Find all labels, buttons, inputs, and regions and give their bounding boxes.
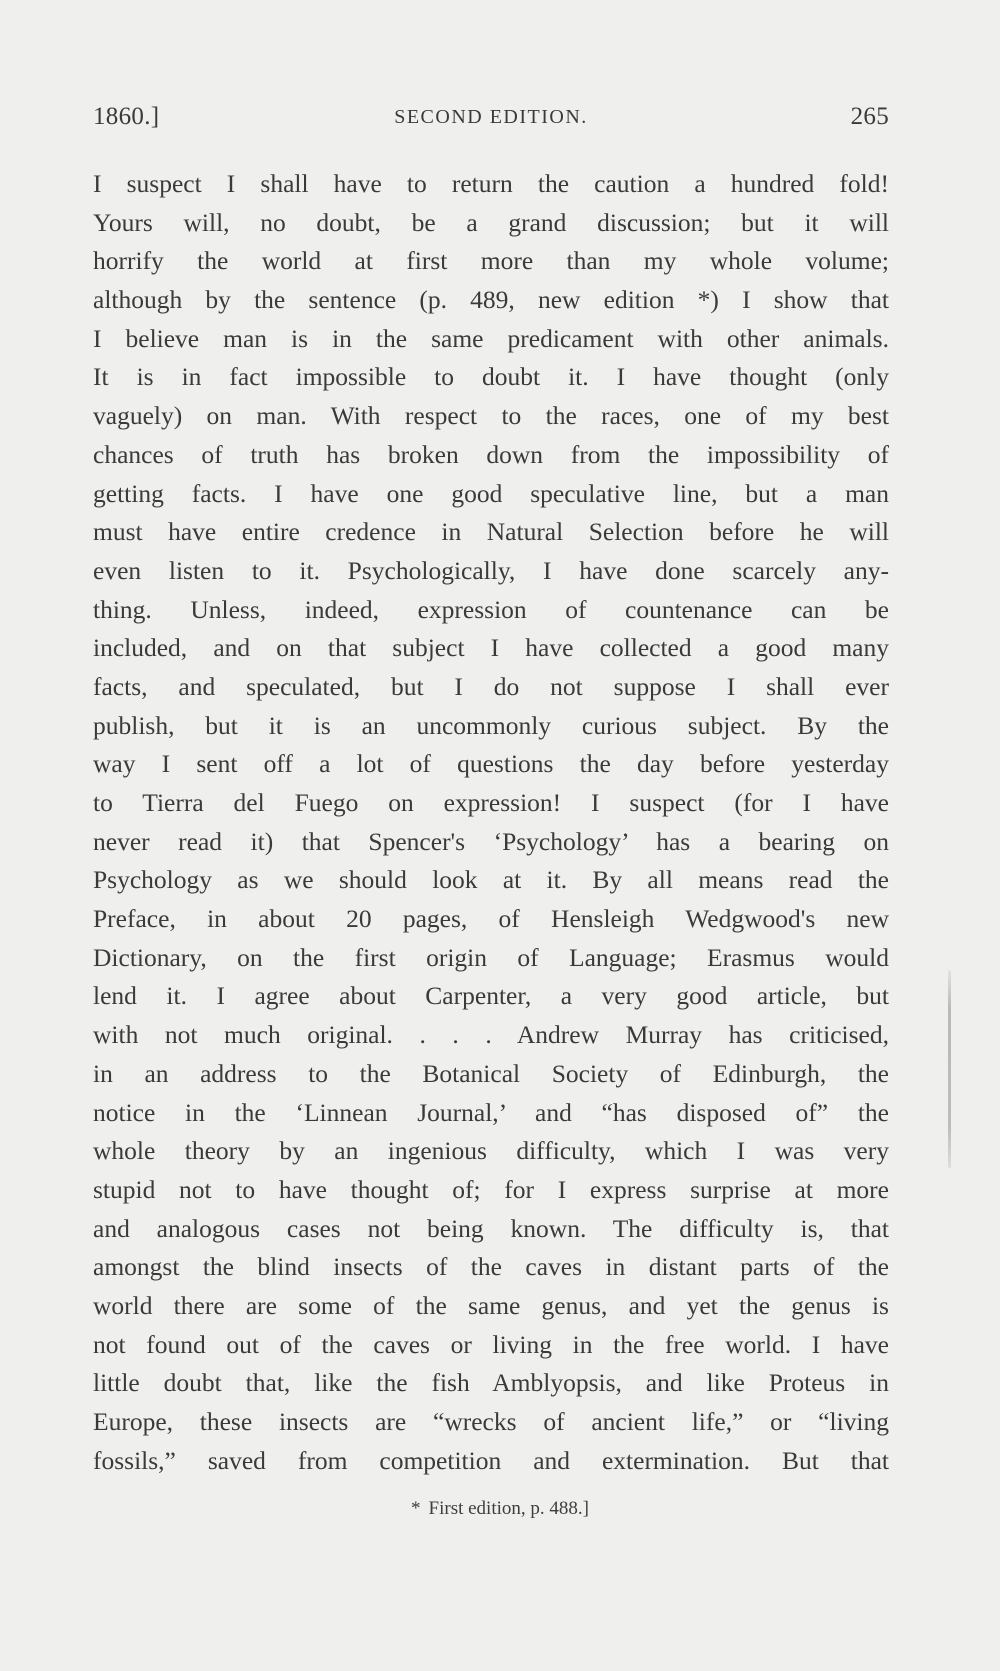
text-line: fossils,” saved from competition and extermination. But that bbox=[93, 1445, 889, 1475]
text-line: lend it. I agree about Carpenter, a very good article, but bbox=[93, 981, 889, 1011]
text-line: chances of truth has broken down from the impossibility of bbox=[93, 439, 889, 469]
text-line: Psychology as we should look at it. By all means read the bbox=[93, 865, 889, 895]
text-line: even listen to it. Psychologically, I have done scarcely any- bbox=[93, 555, 889, 585]
page-number: 265 bbox=[850, 103, 889, 130]
text-line: I suspect I shall have to return the caution a hundred fold! bbox=[93, 169, 889, 198]
text-line: not found out of the caves or living in the free world. I have bbox=[93, 1329, 889, 1359]
text-line: with not much original. . . . Andrew Murray has criticised, bbox=[93, 1020, 889, 1050]
text-line: world there are some of the same genus, and yet the genus is bbox=[93, 1290, 889, 1320]
text-line: Yours will, no doubt, be a grand discussion; but it will bbox=[93, 207, 889, 237]
header-title: SECOND EDITION. bbox=[394, 106, 588, 128]
text-line: I believe man is in the same predicament with other animals. bbox=[93, 323, 889, 353]
text-line: thing. Unless, indeed, expression of countenance can be bbox=[93, 594, 889, 624]
footnote-marker: * bbox=[411, 1498, 421, 1519]
text-line: notice in the ‘Linnean Journal,’ and “has disposed of” the bbox=[93, 1097, 889, 1127]
header-year: 1860.] bbox=[93, 103, 160, 130]
text-line: way I sent off a lot of questions the day before yesterday bbox=[93, 749, 889, 779]
text-line: and analogous cases not being known. The difficulty is, that bbox=[93, 1213, 889, 1243]
footnote bbox=[0, 1498, 1000, 1520]
text-line: little doubt that, like the fish Amblyopsis, and like Proteus in bbox=[93, 1368, 889, 1398]
text-line: whole theory by an ingenious difficulty, which I was very bbox=[93, 1136, 889, 1166]
text-line: to Tierra del Fuego on expression! I suspect (for I have bbox=[93, 788, 889, 817]
text-line: in an address to the Botanical Society of Edinburgh, the bbox=[93, 1058, 889, 1088]
text-line: never read it) that Spencer's ‘Psychology’ has a bearing on bbox=[93, 826, 889, 856]
text-line: It is in fact impossible to doubt it. I have thought (only bbox=[93, 362, 889, 392]
text-line: Europe, these insects are “wrecks of ancient life,” or “living bbox=[93, 1407, 889, 1436]
text-line: must have entire credence in Natural Selection before he will bbox=[93, 517, 889, 547]
body-text bbox=[93, 165, 889, 1480]
text-line: vaguely) on man. With respect to the races, one of my best bbox=[93, 401, 889, 431]
text-line: Dictionary, on the first origin of Language; Erasmus would bbox=[93, 942, 889, 972]
text-line: facts, and speculated, but I do not suppose I shall ever bbox=[93, 671, 889, 701]
text-line: getting facts. I have one good speculative line, but a man bbox=[93, 478, 889, 508]
text-line: although by the sentence (p. 489, new edition *) I show that bbox=[93, 285, 889, 315]
text-line: publish, but it is an uncommonly curious subject. By the bbox=[93, 710, 889, 740]
running-head bbox=[93, 103, 889, 139]
text-line: amongst the blind insects of the caves in distant parts of the bbox=[93, 1252, 889, 1282]
footnote-text: First edition, p. 488.] bbox=[428, 1498, 589, 1519]
text-line: Preface, in about 20 pages, of Hensleigh Wedgwood's new bbox=[93, 904, 889, 934]
text-line: included, and on that subject I have collected a good many bbox=[93, 633, 889, 663]
text-line: stupid not to have thought of; for I express surprise at more bbox=[93, 1174, 889, 1204]
margin-pencil-mark bbox=[948, 970, 951, 1168]
text-line: horrify the world at first more than my whole volume; bbox=[93, 246, 889, 276]
